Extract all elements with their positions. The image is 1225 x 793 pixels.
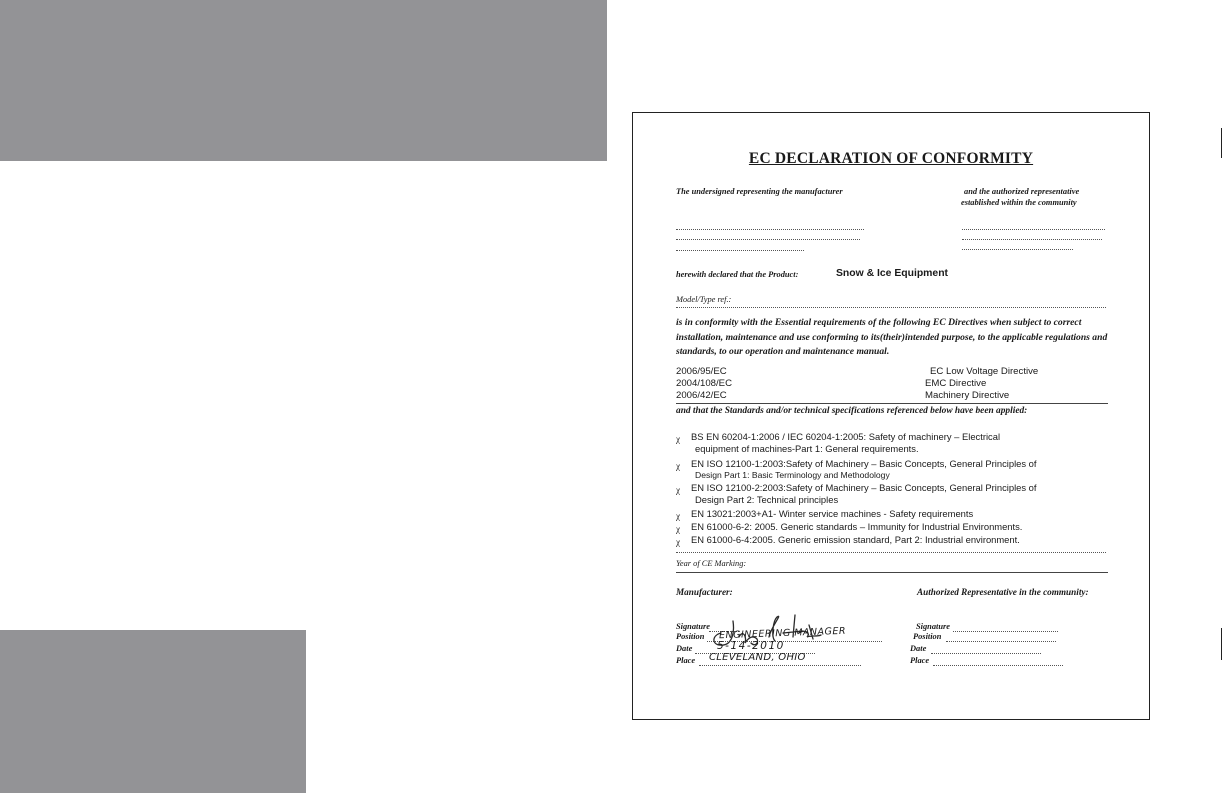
directive-name: EC Low Voltage Directive — [930, 366, 1039, 377]
dotted-line — [946, 641, 1056, 642]
standard-line: EN 61000-6-4:2005. Generic emission standard, Part 2: Industrial environment. — [691, 534, 1020, 545]
standard-line: EN 61000-6-2: 2005. Generic standards – Immunity for Industrial Environments. — [691, 521, 1023, 532]
directive-name: Machinery Directive — [925, 390, 1010, 401]
standards-intro: and that the Standards and/or technical specifications referenced below have been applied: — [676, 406, 1028, 416]
dotted-line — [953, 631, 1058, 632]
declaration-document — [632, 112, 1150, 720]
signature-field-label: Signature — [916, 622, 950, 631]
dotted-line — [962, 249, 1073, 250]
directive-code: 2006/42/EC — [676, 390, 727, 401]
dotted-line — [676, 552, 1106, 553]
rule-line — [676, 403, 1108, 404]
dotted-line — [676, 239, 860, 240]
year-label: Year of CE Marking: — [676, 559, 747, 568]
gray-block-top — [0, 0, 607, 161]
rule-line — [676, 572, 1108, 573]
bullet-icon: χ — [676, 524, 680, 534]
place-field-label: Place — [676, 656, 696, 665]
date-field-label: Date — [676, 644, 693, 653]
herewith-text: herewith declared that the Product: — [676, 270, 799, 279]
directive-code: 2006/95/EC — [676, 366, 727, 377]
standard-line: EN ISO 12100-1:2003:Safety of Machinery – Basic Concepts, General Principles of — [691, 458, 1037, 469]
standard-line: Design Part 2: Technical principles — [695, 494, 839, 505]
authorized-rep-label: Authorized Representative in the community: — [917, 587, 1089, 597]
manufacturer-label: Manufacturer: — [676, 587, 733, 597]
directive-name: EMC Directive — [925, 378, 987, 389]
dotted-line — [962, 239, 1102, 240]
directive-code: 2004/108/EC — [676, 378, 733, 389]
handwritten-position: ENGINEERING MANAGER — [718, 625, 847, 642]
authorized-line-2: established within the community — [961, 198, 1077, 207]
standard-line: equipment of machines-Part 1: General requirements. — [695, 443, 919, 454]
position-field-label: Position — [676, 632, 705, 641]
edge-mark-top — [1221, 128, 1222, 158]
authorized-line-1: and the authorized representative — [964, 187, 1080, 196]
place-field-label: Place — [910, 656, 930, 665]
dotted-line — [676, 229, 864, 230]
signature-field-label: Signature — [676, 622, 710, 631]
edge-mark-bottom — [1221, 628, 1222, 660]
bullet-icon: χ — [676, 537, 680, 547]
model-label: Model/Type ref.: — [676, 295, 732, 304]
handwritten-place: CLEVELAND, OHIO — [709, 652, 806, 663]
dotted-line — [676, 307, 1106, 308]
dotted-line — [676, 250, 804, 251]
gray-block-bottom — [0, 630, 306, 793]
standard-line: EN ISO 12100-2:2003:Safety of Machinery – Basic Concepts, General Principles of — [691, 482, 1037, 493]
bullet-icon: χ — [676, 485, 680, 495]
standard-line: BS EN 60204-1:2006 / IEC 60204-1:2005: Safety of machinery – Electrical — [691, 431, 1001, 442]
product-name: Snow & Ice Equipment — [836, 268, 948, 279]
document-title: EC DECLARATION OF CONFORMITY — [748, 150, 1034, 167]
undersigned-text: The undersigned representing the manufacturer — [676, 187, 843, 196]
dotted-line — [933, 665, 1063, 666]
dotted-line — [931, 653, 1041, 654]
bullet-icon: χ — [676, 511, 680, 521]
dotted-line — [962, 229, 1105, 230]
position-field-label: Position — [913, 632, 942, 641]
standard-line: EN 13021:2003+A1- Winter service machines - Safety requirements — [691, 508, 974, 519]
handwritten-date: 5-14-2010 — [717, 640, 785, 652]
date-field-label: Date — [910, 644, 927, 653]
bullet-icon: χ — [676, 434, 680, 444]
bullet-icon: χ — [676, 461, 680, 471]
standard-line: Design Part 1: Basic Terminology and Methodology — [695, 470, 890, 480]
conformity-paragraph: is in conformity with the Essential requirements of the following EC Directives when subject to correct installation, maintenance and use conforming to its(their)intended purpose, to the applicable regulations and standards, to our operation and maintenance manual. — [676, 317, 1108, 357]
